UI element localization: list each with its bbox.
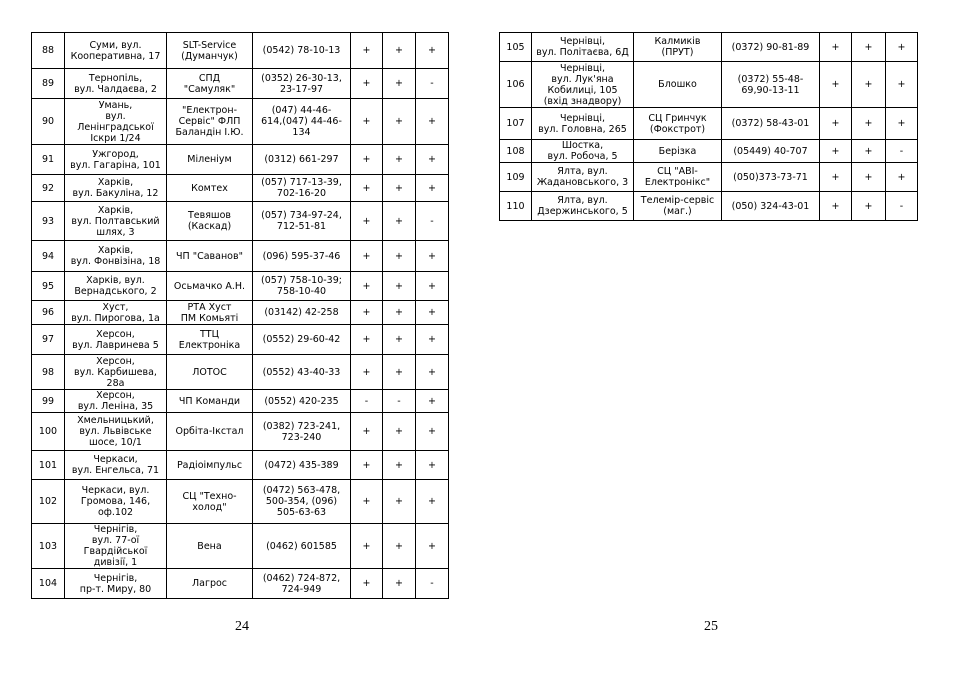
table-row — [32, 451, 449, 480]
table-body-left — [32, 33, 449, 599]
address-cell: Чернівці, вул. Лук'яна Кобилиці, 105 (вхід знадвору) — [532, 62, 634, 108]
mark-cell-3: + — [416, 524, 449, 569]
phone-cell: (057) 717-13-39, 702-16-20 — [253, 175, 351, 202]
service-centers-table-right — [499, 32, 918, 221]
mark-cell-2: + — [383, 241, 416, 272]
row-number: 88 — [32, 33, 65, 69]
mark-cell-2: + — [383, 524, 416, 569]
mark-cell-3: + — [886, 62, 918, 108]
service-name-cell: Калмиків (ПРУТ) — [634, 33, 722, 62]
table-row — [32, 413, 449, 451]
table-row — [32, 99, 449, 145]
mark-cell-1: + — [351, 145, 383, 175]
phone-cell: (050) 324-43-01 — [722, 192, 820, 221]
phone-cell: (0462) 601585 — [253, 524, 351, 569]
row-number: 94 — [32, 241, 65, 272]
mark-cell-3: + — [416, 145, 449, 175]
mark-cell-3: + — [416, 413, 449, 451]
phone-cell: (0462) 724-872, 724-949 — [253, 569, 351, 599]
address-cell: Чернівці, вул. Головна, 265 — [532, 108, 634, 140]
table-row — [32, 524, 449, 569]
phone-cell: (0382) 723-241, 723-240 — [253, 413, 351, 451]
phone-cell: (057) 734-97-24, 712-51-81 — [253, 202, 351, 241]
phone-cell: (0552) 420-235 — [253, 390, 351, 413]
mark-cell-2: + — [383, 69, 416, 99]
table-row — [32, 301, 449, 325]
table-body-right — [500, 33, 918, 221]
service-name-cell: СПД "Самуляк" — [167, 69, 253, 99]
service-name-cell: Берізка — [634, 140, 722, 163]
address-cell: Ялта, вул. Дзержинського, 5 — [532, 192, 634, 221]
mark-cell-3: + — [416, 175, 449, 202]
service-name-cell: Лагрос — [167, 569, 253, 599]
mark-cell-3: + — [886, 108, 918, 140]
phone-cell: (0372) 58-43-01 — [722, 108, 820, 140]
mark-cell-1: + — [351, 33, 383, 69]
mark-cell-3: - — [416, 202, 449, 241]
mark-cell-1: + — [820, 108, 852, 140]
row-number: 104 — [32, 569, 65, 599]
phone-cell: (096) 595-37-46 — [253, 241, 351, 272]
table-row — [32, 69, 449, 99]
phone-cell: (0552) 29-60-42 — [253, 325, 351, 355]
row-number: 98 — [32, 355, 65, 390]
mark-cell-3: + — [416, 272, 449, 301]
mark-cell-1: + — [351, 480, 383, 524]
address-cell: Херсон, вул. Карбишева, 28а — [65, 355, 167, 390]
mark-cell-2: - — [383, 390, 416, 413]
mark-cell-2: + — [383, 301, 416, 325]
mark-cell-3: + — [886, 33, 918, 62]
table-row — [32, 325, 449, 355]
mark-cell-1: + — [351, 355, 383, 390]
mark-cell-3: + — [416, 99, 449, 145]
service-name-cell: ЧП Команди — [167, 390, 253, 413]
row-number: 108 — [500, 140, 532, 163]
address-cell: Харків, вул. Вернадського, 2 — [65, 272, 167, 301]
mark-cell-1: + — [351, 69, 383, 99]
mark-cell-2: + — [383, 145, 416, 175]
row-number: 95 — [32, 272, 65, 301]
table-row — [32, 480, 449, 524]
service-name-cell: СЦ Гринчук (Фокстрот) — [634, 108, 722, 140]
mark-cell-3: + — [416, 241, 449, 272]
address-cell: Шостка, вул. Робоча, 5 — [532, 140, 634, 163]
address-cell: Ялта, вул. Жадановського, 3 — [532, 163, 634, 192]
table-row — [32, 272, 449, 301]
row-number: 107 — [500, 108, 532, 140]
address-cell: Черкаси, вул. Громова, 146, оф.102 — [65, 480, 167, 524]
service-name-cell: Тевяшов (Каскад) — [167, 202, 253, 241]
service-centers-table-left — [31, 32, 449, 599]
mark-cell-2: + — [852, 163, 886, 192]
mark-cell-3: + — [416, 325, 449, 355]
row-number: 91 — [32, 145, 65, 175]
mark-cell-1: - — [351, 390, 383, 413]
phone-cell: (057) 758-10-39; 758-10-40 — [253, 272, 351, 301]
row-number: 103 — [32, 524, 65, 569]
mark-cell-3: + — [416, 301, 449, 325]
row-number: 92 — [32, 175, 65, 202]
table-row — [500, 62, 918, 108]
mark-cell-2: + — [383, 451, 416, 480]
service-name-cell: ЧП "Саванов" — [167, 241, 253, 272]
row-number: 89 — [32, 69, 65, 99]
mark-cell-2: + — [383, 175, 416, 202]
service-name-cell: Телемір-сервіс (маг.) — [634, 192, 722, 221]
service-name-cell: Осьмачко А.Н. — [167, 272, 253, 301]
phone-cell: (050)373-73-71 — [722, 163, 820, 192]
service-name-cell: Комтех — [167, 175, 253, 202]
mark-cell-2: + — [383, 325, 416, 355]
table-row — [500, 163, 918, 192]
page-number-left: 24 — [235, 619, 249, 634]
mark-cell-1: + — [820, 163, 852, 192]
mark-cell-3: + — [416, 390, 449, 413]
mark-cell-1: + — [351, 202, 383, 241]
phone-cell: (047) 44-46- 614,(047) 44-46- 134 — [253, 99, 351, 145]
service-name-cell: "Електрон- Сервіс" ФЛП Баландін І.Ю. — [167, 99, 253, 145]
address-cell: Тернопіль, вул. Чалдаєва, 2 — [65, 69, 167, 99]
service-name-cell: Міленіум — [167, 145, 253, 175]
mark-cell-1: + — [351, 175, 383, 202]
mark-cell-2: + — [852, 108, 886, 140]
mark-cell-1: + — [351, 569, 383, 599]
phone-cell: (0542) 78-10-13 — [253, 33, 351, 69]
table-row — [500, 108, 918, 140]
mark-cell-2: + — [383, 202, 416, 241]
service-name-cell: SLT-Service (Думанчук) — [167, 33, 253, 69]
mark-cell-1: + — [351, 272, 383, 301]
table-row — [32, 33, 449, 69]
mark-cell-3: - — [416, 569, 449, 599]
address-cell: Харків, вул. Фонвізіна, 18 — [65, 241, 167, 272]
address-cell: Суми, вул. Кооперативна, 17 — [65, 33, 167, 69]
mark-cell-2: + — [852, 140, 886, 163]
phone-cell: (0472) 435-389 — [253, 451, 351, 480]
phone-cell: (0352) 26-30-13, 23-17-97 — [253, 69, 351, 99]
mark-cell-2: + — [383, 355, 416, 390]
mark-cell-1: + — [820, 192, 852, 221]
address-cell: Харків, вул. Бакуліна, 12 — [65, 175, 167, 202]
row-number: 100 — [32, 413, 65, 451]
mark-cell-2: + — [383, 272, 416, 301]
table-row — [32, 145, 449, 175]
row-number: 110 — [500, 192, 532, 221]
phone-cell: (03142) 42-258 — [253, 301, 351, 325]
address-cell: Херсон, вул. Лавринева 5 — [65, 325, 167, 355]
table-row — [32, 175, 449, 202]
phone-cell: (0372) 90-81-89 — [722, 33, 820, 62]
service-name-cell: Блошко — [634, 62, 722, 108]
mark-cell-1: + — [351, 451, 383, 480]
mark-cell-2: + — [852, 62, 886, 108]
address-cell: Харків, вул. Полтавський шлях, 3 — [65, 202, 167, 241]
table-row — [32, 569, 449, 599]
mark-cell-3: - — [416, 69, 449, 99]
phone-cell: (0472) 563-478, 500-354, (096) 505-63-63 — [253, 480, 351, 524]
phone-cell: (0372) 55-48- 69,90-13-11 — [722, 62, 820, 108]
mark-cell-1: + — [351, 325, 383, 355]
row-number: 93 — [32, 202, 65, 241]
mark-cell-3: + — [416, 451, 449, 480]
mark-cell-3: - — [886, 192, 918, 221]
mark-cell-3: + — [886, 163, 918, 192]
mark-cell-3: + — [416, 355, 449, 390]
row-number: 105 — [500, 33, 532, 62]
page-number-right: 25 — [704, 619, 718, 634]
service-name-cell: Орбіта-Ікстал — [167, 413, 253, 451]
row-number: 109 — [500, 163, 532, 192]
mark-cell-1: + — [351, 99, 383, 145]
service-name-cell: СЦ "Техно- холод" — [167, 480, 253, 524]
address-cell: Черкаси, вул. Енгельса, 71 — [65, 451, 167, 480]
row-number: 97 — [32, 325, 65, 355]
mark-cell-1: + — [820, 33, 852, 62]
phone-cell: (05449) 40-707 — [722, 140, 820, 163]
mark-cell-2: + — [383, 413, 416, 451]
address-cell: Ужгород, вул. Гагаріна, 101 — [65, 145, 167, 175]
address-cell: Чернігів, пр-т. Миру, 80 — [65, 569, 167, 599]
service-name-cell: СЦ "АВІ- Електронікс" — [634, 163, 722, 192]
address-cell: Херсон, вул. Леніна, 35 — [65, 390, 167, 413]
mark-cell-2: + — [852, 192, 886, 221]
mark-cell-1: + — [820, 62, 852, 108]
address-cell: Умань, вул. Ленінградської Іскри 1/24 — [65, 99, 167, 145]
mark-cell-2: + — [383, 480, 416, 524]
table-row — [32, 241, 449, 272]
table-row — [500, 140, 918, 163]
row-number: 96 — [32, 301, 65, 325]
mark-cell-2: + — [383, 33, 416, 69]
mark-cell-2: + — [383, 99, 416, 145]
row-number: 90 — [32, 99, 65, 145]
service-name-cell: Радіоімпульс — [167, 451, 253, 480]
table-row — [500, 192, 918, 221]
service-name-cell: ЛОТОС — [167, 355, 253, 390]
table-row — [32, 390, 449, 413]
row-number: 102 — [32, 480, 65, 524]
service-name-cell: ТТЦ Електроніка — [167, 325, 253, 355]
table-row — [32, 355, 449, 390]
row-number: 101 — [32, 451, 65, 480]
mark-cell-1: + — [351, 413, 383, 451]
table-row — [32, 202, 449, 241]
table-row — [500, 33, 918, 62]
mark-cell-2: + — [852, 33, 886, 62]
phone-cell: (0312) 661-297 — [253, 145, 351, 175]
service-name-cell: РТА Хуст ПМ Комьяті — [167, 301, 253, 325]
mark-cell-1: + — [351, 241, 383, 272]
mark-cell-1: + — [351, 524, 383, 569]
phone-cell: (0552) 43-40-33 — [253, 355, 351, 390]
mark-cell-3: + — [416, 33, 449, 69]
address-cell: Хмельницький, вул. Львівське шосе, 10/1 — [65, 413, 167, 451]
mark-cell-1: + — [351, 301, 383, 325]
address-cell: Хуст, вул. Пирогова, 1а — [65, 301, 167, 325]
service-name-cell: Вена — [167, 524, 253, 569]
mark-cell-3: + — [416, 480, 449, 524]
mark-cell-3: - — [886, 140, 918, 163]
mark-cell-1: + — [820, 140, 852, 163]
row-number: 106 — [500, 62, 532, 108]
address-cell: Чернівці, вул. Політаєва, 6Д — [532, 33, 634, 62]
mark-cell-2: + — [383, 569, 416, 599]
row-number: 99 — [32, 390, 65, 413]
address-cell: Чернігів, вул. 77-ої Гвардійської дивізії, 1 — [65, 524, 167, 569]
